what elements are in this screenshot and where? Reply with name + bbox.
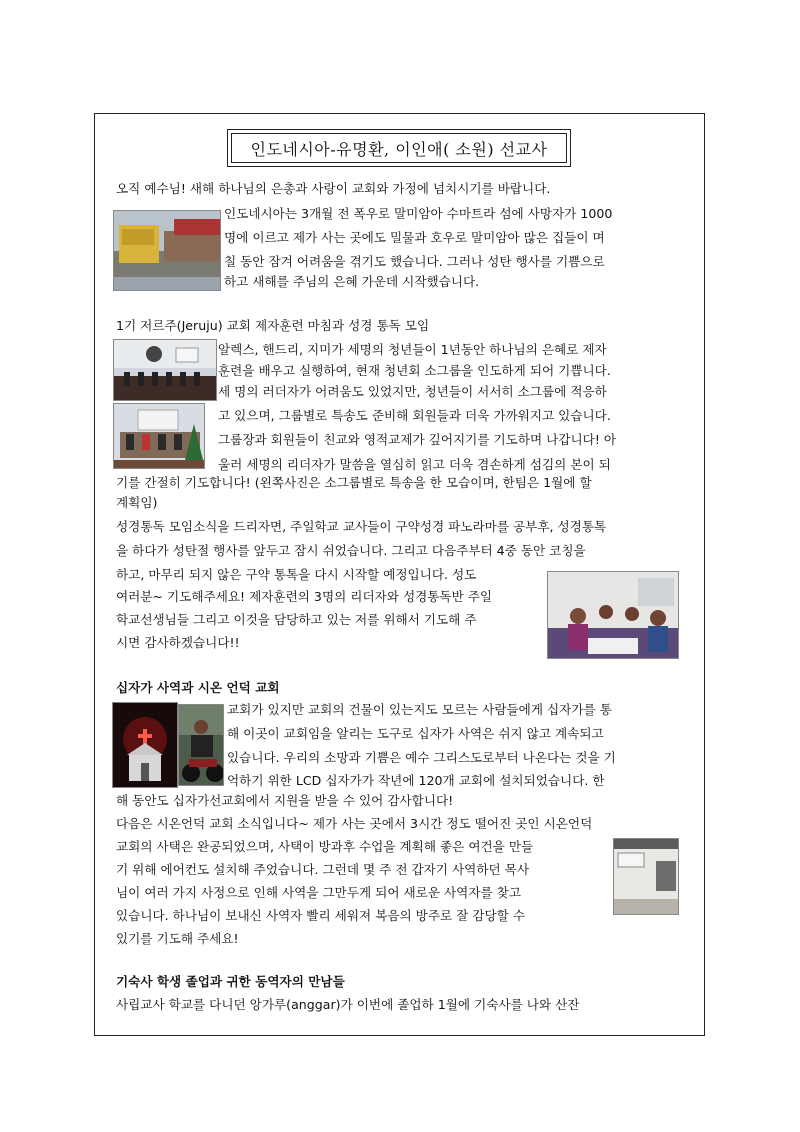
p3-line: 성경통독 모임소식을 드리자면, 주일학교 교사들이 구약성경 파노라마를 공부후, 성경통톡: [116, 519, 607, 534]
p1-line: 하고 새해를 주님의 은혜 가운데 시작했습니다.: [224, 274, 480, 289]
p6-line: 사립교사 학교를 다니던 앙가루(anggar)가 이번에 졸업하 1월에 기숙사를 나와 산잔: [116, 997, 580, 1012]
p5-line: 교회의 사택은 완공되었으며, 사택이 방과후 수업을 계획해 좋은 여건을 만들: [116, 839, 534, 854]
p4-line: 해 이곳이 교회임을 알리는 도구로 십자가 사역은 쉬지 않고 계속되고: [227, 726, 604, 741]
p1-line: 인도네시아는 3개월 전 폭우로 말미암아 수마트라 섬에 사망자가 1000: [224, 206, 613, 221]
p3-line: 시면 감사하겠습니다!!: [116, 635, 240, 650]
p4-line: 해 동안도 십자가선교회에서 지원을 받을 수 있어 감사합니다!: [116, 793, 454, 808]
p5-line: 있기를 기도해 주세요!: [116, 931, 239, 946]
p2-line: 울러 세명의 리더자가 말씀을 열심히 읽고 더욱 겸손하게 섬김의 본이 되: [218, 457, 611, 472]
page-title: 인도네시아-유명환, 이인애( 소원) 선교사: [231, 133, 567, 163]
p2-line: 그룹장과 회원들이 친교와 영적교제가 깊어지기를 기도하며 나갑니다! 아: [218, 432, 617, 447]
p2-line: 훈련을 배우고 실행하여, 현재 청년회 소그룹을 인도하게 되어 기쁩니다.: [218, 363, 611, 378]
p4-line: 교회가 있지만 교회의 건물이 있는지도 모르는 사람들에게 십자가를 통: [227, 702, 612, 717]
p3-line: 하고, 마무리 되지 않은 구약 통톡을 다시 시작할 예정입니다. 성도: [116, 567, 477, 582]
p4-line: 억하기 위한 LCD 십자가가 작년에 120개 교회에 설치되었습니다. 한: [227, 773, 605, 788]
bible-reading-group-photo: [547, 571, 679, 659]
p2-line: 고 있으며, 그룹별로 특송도 준비해 회원들과 더욱 가까워지고 있습니다.: [218, 408, 611, 423]
p2-line: 세 명의 러더자가 어려움도 있었지만, 청년들이 서서히 소그룹에 적응하: [218, 384, 607, 399]
youth-singing-photo: [113, 339, 217, 401]
p2-line: 계획임): [116, 495, 158, 510]
p3-line: 을 하다가 성탄절 행사를 앞두고 잠시 쉬었습니다. 그리고 다음주부터 4중 동안 코칭을: [116, 543, 586, 558]
p4-line: 있습니다. 우리의 소망과 기쁨은 예수 그리스도로부터 나온다는 것을 기: [227, 750, 616, 765]
greeting: 오직 예수님! 새해 하나님의 은총과 사랑이 교회와 가정에 넘치시기를 바랍니다.: [116, 181, 551, 196]
p5-line: 기 위해 에어컨도 설치해 주었습니다. 그런데 몇 주 전 갑자기 사역하던 목사: [116, 862, 530, 877]
section-heading-cross: 십자가 사역과 시온 언덕 교회: [116, 680, 280, 695]
parsonage-aircon-photo: [613, 838, 679, 915]
p2-line: 기를 간절히 기도합니다! (왼쪽사진은 소그룹별로 특송을 한 모습이며, 한팀은 1월에 할: [116, 475, 592, 490]
lcd-cross-church-photo: [112, 702, 178, 788]
p5-line: 님이 여러 가지 사정으로 인해 사역을 그만두게 되어 새로운 사역자를 찾고: [116, 885, 521, 900]
cross-delivery-motorbike-photo: [178, 704, 224, 786]
p3-line: 여러분~ 기도해주세요! 제자훈련의 3명의 리더자와 성경통독반 주일: [116, 589, 493, 604]
group-special-song-photo: [113, 403, 205, 469]
p3-line: 학교선생님들 그리고 이것을 담당하고 있는 저를 위해서 기도해 주: [116, 612, 477, 627]
section-heading-jeruju: 1기 저르주(Jeruju) 교회 제자훈련 마침과 성경 통독 모임: [116, 318, 430, 333]
p1-line: 명에 이르고 제가 사는 곳에도 밀물과 호우로 말미암아 많은 집들이 며: [224, 230, 605, 245]
flood-photo: [113, 210, 221, 291]
p2-line: 알렉스, 핸드리, 지미가 세명의 청년들이 1년동안 하나님의 은혜로 제자: [218, 342, 607, 357]
p5-line: 다음은 시온언덕 교회 소식입니다~ 제가 사는 곳에서 3시간 정도 떨어진 곳인 시온언덕: [116, 816, 593, 831]
section-heading-dormitory: 기숙사 학생 졸업과 귀한 동역자의 만남들: [116, 974, 345, 989]
p1-line: 칠 동안 잠겨 어려움을 겪기도 했습니다. 그러나 성탄 행사를 기쁨으로: [224, 254, 605, 269]
p5-line: 있습니다. 하나님이 보내신 사역자 빨리 세워져 복음의 방주로 잘 감당할 수: [116, 908, 526, 923]
